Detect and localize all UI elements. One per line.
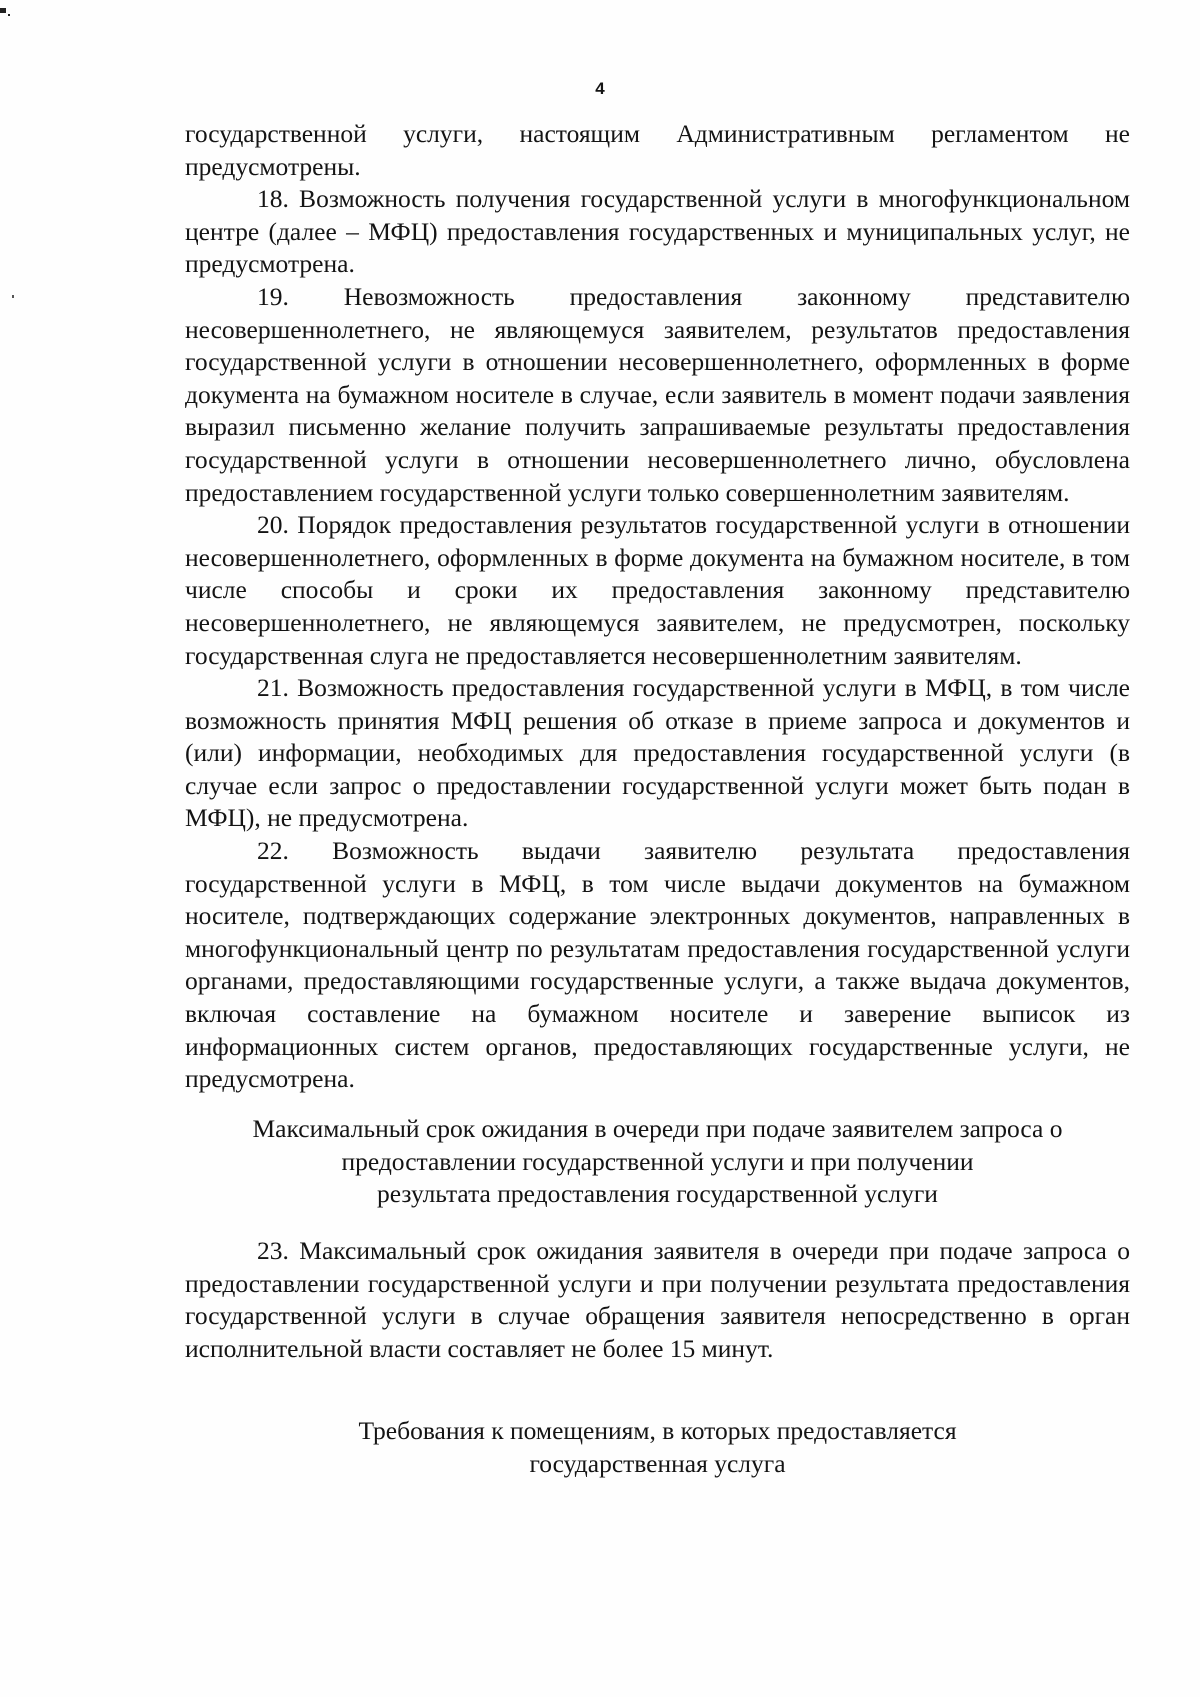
scan-artifact-mark [0,8,6,13]
heading-line: Максимальный срок ожидания в очереди при подаче заявителем запроса о [252,1114,1063,1143]
section-heading-premises [185,1415,1130,1480]
paragraph-23: 23. Максимальный срок ожидания заявителя в очереди при подаче запроса о предоставлении государственной услуги и при получении результата предоставления государственной услуги в случае обращения заявителя непосредственно в орган исполнительной власти составляет не более 15 минут. [185,1236,1130,1363]
paragraph-continuation: государственной услуги, настоящим Административным регламентом не предусмотрены. [185,119,1130,181]
heading-line: Требования к помещениям, в которых предоставляется [358,1416,957,1445]
paragraph-20: 20. Порядок предоставления результатов государственной услуги в отношении несовершеннолетнего, оформленных в форме документа на бумажном носителе, в том числе способы и сроки их предоставления законному представителю несовершеннолетнего, не являющемуся заявителем, не предусмотрен, поскольку государственная слуга не предоставляется несовершеннолетним заявителям. [185,510,1130,670]
section-heading-waiting-time [185,1113,1130,1211]
paragraph-18: 18. Возможность получения государственной услуги в многофункциональном центре (далее – МФЦ) предоставления государственных и муниципальных услуг, не предусмотрена. [185,184,1130,279]
paragraph-21: 21. Возможность предоставления государственной услуги в МФЦ, в том числе возможность принятия МФЦ решения об отказе в приеме запроса и документов и (или) информации, необходимых для предоставления государственной услуги (в случае если запрос о предоставлении государственной услуги может быть подан в МФЦ), не предусмотрена. [185,673,1130,833]
paragraph-19: 19. Невозможность предоставления законному представителю несовершеннолетнего, не являющемуся заявителем, результатов предоставления государственной услуги в отношении несовершеннолетнего, оформленных в форме документа на бумажном носителе в случае, если заявитель в момент подачи заявления выразил письменно желание получить запрашиваемые результаты предоставления государственной услуги в отношении несовершеннолетнего лично, обусловлена предоставлением государственной услуги только совершеннолетним заявителям. [185,281,1130,507]
body-text-block [185,118,1130,1096]
scan-artifact-mark [8,14,10,16]
scan-artifact-mark [12,295,14,298]
heading-line: государственная услуга [529,1448,786,1478]
heading-line: предоставлении государственной услуги и при получении [341,1146,974,1176]
page-number: 4 [595,79,605,98]
paragraph-22: 22. Возможность выдачи заявителю результата предоставления государственной услуги в МФЦ, в том числе выдачи документов на бумажном носителе, подтверждающих содержание электронных документов, направленных в многофункциональный центр по результатам предоставления государственной услуги органами, предоставляющими государственные услуги, а также выдача документов, включая составление на бумажном носителе и заверение выписок из информационных систем органов, предоставляющих государственные услуги, не предусмотрена. [185,836,1130,1094]
body-text-block [185,1235,1130,1365]
heading-line: результата предоставления государственной услуги [377,1179,938,1209]
